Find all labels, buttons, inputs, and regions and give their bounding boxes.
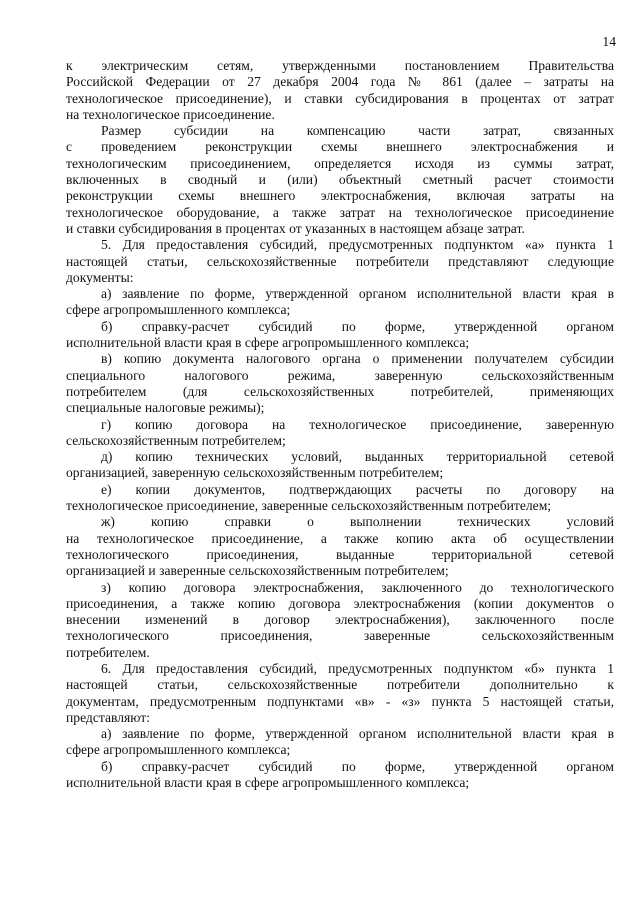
text-line: а) заявление по форме, утвержденной органом исполнительной власти края в [101,726,614,742]
text-line: включенных в сводный и (или) объектный сметный расчет стоимости [66,172,614,188]
text-line: б) справку-расчет субсидий по форме, утвержденной органом [101,318,614,334]
text-line: сфере агропромышленного комплекса; [66,302,291,318]
text-line: технологическое оборудование, а также затрат на технологическое присоединение [66,204,614,220]
text-line: 6. Для предоставления субсидий, предусмотренных подпунктом «б» пункта 1 [101,660,614,676]
text-line: ж) копию справки о выполнении технических условий [101,514,614,530]
text-line: внесении изменений в договор электроснабжения), заключенного после [66,612,614,628]
text-line: б) справку-расчет субсидий по форме, утвержденной органом [101,758,614,774]
text-line: и ставки субсидирования в процентах от указанных в настоящем абзаце затрат. [66,220,525,236]
text-line: а) заявление по форме, утвержденной органом исполнительной власти края в [101,286,614,302]
document-body [66,58,614,791]
text-line: настоящей статьи, сельскохозяйственные потребители дополнительно к [66,677,614,693]
text-line: организацией, заверенную сельскохозяйственным потребителем; [66,465,444,481]
text-line: технологическим присоединением, определяется исходя из суммы затрат, [66,155,614,171]
text-line: Российской Федерации от 27 декабря 2004 года № 861 (далее – затраты на [66,74,614,90]
text-line: настоящей статьи, сельскохозяйственные потребители представляют следующие [66,253,614,269]
text-line: в) копию документа налогового органа о применении получателем субсидии [101,351,614,367]
text-line: сфере агропромышленного комплекса; [66,742,291,758]
page-number: 14 [602,34,616,49]
text-line: технологического присоединения, выданные территориальной сетевой [66,546,614,562]
text-line: с проведением реконструкции схемы внешнего электроснабжения и [66,139,614,155]
text-line: 5. Для предоставления субсидий, предусмотренных подпунктом «а» пункта 1 [101,237,614,253]
text-line: потребителем. [66,644,150,660]
text-line: на технологическое присоединение. [66,106,275,122]
text-line: сельскохозяйственным потребителем; [66,432,286,448]
text-line: технологическое присоединение, заверенные сельскохозяйственным потребителем; [66,498,552,514]
text-line: присоединения, а также копию договора электроснабжения (копии документов о [66,595,614,611]
text-line: д) копию технических условий, выданных территориальной сетевой [101,449,614,465]
text-line: технологическое присоединение), и ставки субсидирования в процентах от затрат [66,90,614,106]
text-line: технологического присоединения, заверенные сельскохозяйственным [66,628,614,644]
text-line: г) копию договора на технологическое присоединение, заверенную [101,416,614,432]
text-line: специального налогового режима, заверенную сельскохозяйственным [66,367,614,383]
text-line: специальные налоговые режимы); [66,400,265,416]
text-line: документам, предусмотренным подпунктами «в» - «з» пункта 5 настоящей статьи, [66,693,614,709]
text-line: на технологическое присоединение, а также копию акта об осуществлении [66,530,614,546]
text-line: исполнительной власти края в сфере агропромышленного комплекса; [66,335,470,351]
text-line: з) копию договора электроснабжения, заключенного до технологического [101,579,614,595]
text-line: потребителем (для сельскохозяйственных потребителей, применяющих [66,383,614,399]
text-line: Размер субсидии на компенсацию части затрат, связанных [101,123,614,139]
text-line: к электрическим сетям, утвержденными постановлением Правительства [66,58,614,73]
text-line: е) копии документов, подтверждающих расчеты по договору на [101,481,614,497]
text-line: представляют: [66,709,150,725]
text-line: реконструкции схемы внешнего электроснабжения, включая затраты на [66,188,614,204]
text-line: организацией и заверенные сельскохозяйственным потребителем; [66,563,449,579]
text-line: исполнительной власти края в сфере агропромышленного комплекса; [66,775,470,791]
text-line: документы: [66,269,134,285]
